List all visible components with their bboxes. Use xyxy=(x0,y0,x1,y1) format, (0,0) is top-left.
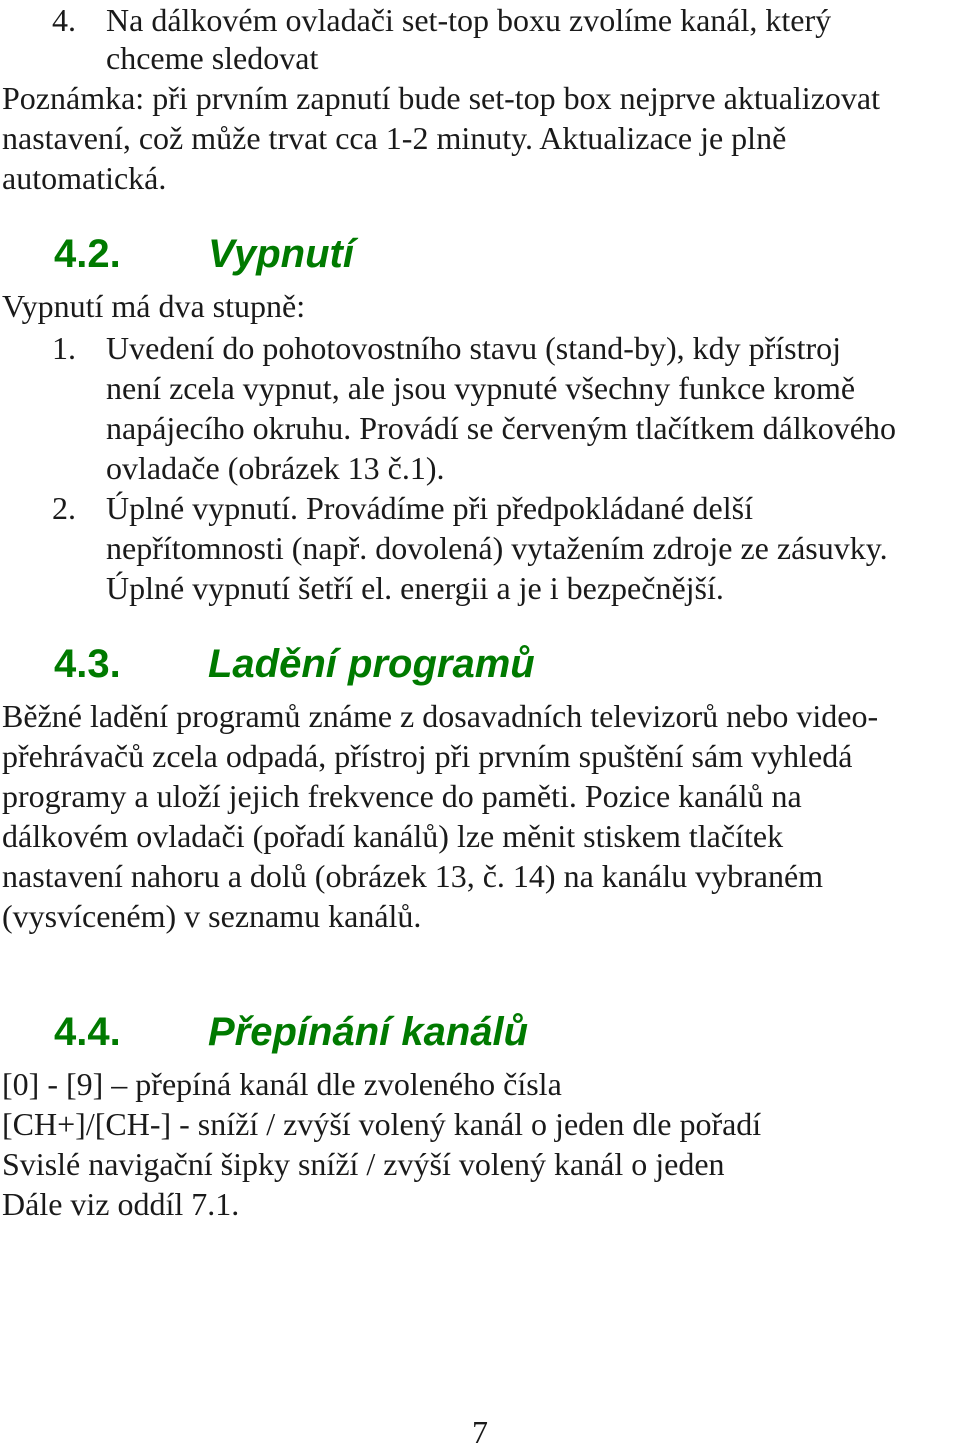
list-number: 1. xyxy=(52,330,76,366)
list-item-line: Úplné vypnutí. Provádíme při předpokládané delší xyxy=(106,490,753,526)
paragraph-line: nastavení nahoru a dolů (obrázek 13, č. 14) na kanálu vybraném xyxy=(2,858,824,894)
paragraph-line: Běžné ladění programů známe z dosavadních televizorů nebo video- xyxy=(2,698,879,734)
paragraph-line: [CH+]/[CH-] - sníží / zvýší volený kanál o jeden dle pořadí xyxy=(2,1106,762,1142)
paragraph-line: Svislé navigační šipky sníží / zvýší volený kanál o jeden xyxy=(2,1146,725,1182)
paragraph-line: [0] - [9] – přepíná kanál dle zvoleného čísla xyxy=(2,1066,562,1102)
section-title: Vypnutí xyxy=(208,232,354,276)
note-line: Poznámka: při prvním zapnutí bude set-top box nejprve aktualizovat xyxy=(2,80,880,116)
section-number: 4.4. xyxy=(54,1010,121,1054)
note-line: automatická. xyxy=(2,160,167,196)
paragraph-line: (vysvíceném) v seznamu kanálů. xyxy=(2,898,422,934)
section-number: 4.2. xyxy=(54,232,121,276)
paragraph-line: dálkovém ovladači (pořadí kanálů) lze měnit stiskem tlačítek xyxy=(2,818,784,854)
section-title: Ladění programů xyxy=(208,642,535,686)
list-item-line: chceme sledovat xyxy=(106,40,319,76)
paragraph-line: programy a uloží jejich frekvence do paměti. Pozice kanálů na xyxy=(2,778,802,814)
list-number: 2. xyxy=(52,490,76,526)
list-number: 4. xyxy=(52,2,76,38)
list-item-line: napájecího okruhu. Provádí se červeným tlačítkem dálkového xyxy=(106,410,896,446)
list-item-line: Uvedení do pohotovostního stavu (stand-by), kdy přístroj xyxy=(106,330,842,366)
list-item-line: není zcela vypnut, ale jsou vypnuté všechny funkce kromě xyxy=(106,370,856,406)
paragraph-line: Dále viz oddíl 7.1. xyxy=(2,1186,240,1222)
note-line: nastavení, což může trvat cca 1-2 minuty. Aktualizace je plně xyxy=(2,120,787,156)
list-item-line: ovladače (obrázek 13 č.1). xyxy=(106,450,445,486)
list-item-line: Úplné vypnutí šetří el. energii a je i bezpečnější. xyxy=(106,570,724,606)
list-item-line: Na dálkovém ovladači set-top boxu zvolíme kanál, který xyxy=(106,2,832,38)
list-item-line: nepřítomnosti (např. dovolená) vytažením zdroje ze zásuvky. xyxy=(106,530,888,566)
paragraph-line: přehrávačů zcela odpadá, přístroj při prvním spuštění sám vyhledá xyxy=(2,738,853,774)
section-title: Přepínání kanálů xyxy=(208,1010,529,1054)
page-number: 7 xyxy=(472,1414,488,1450)
section-number: 4.3. xyxy=(54,642,121,686)
paragraph-line: Vypnutí má dva stupně: xyxy=(2,288,306,324)
